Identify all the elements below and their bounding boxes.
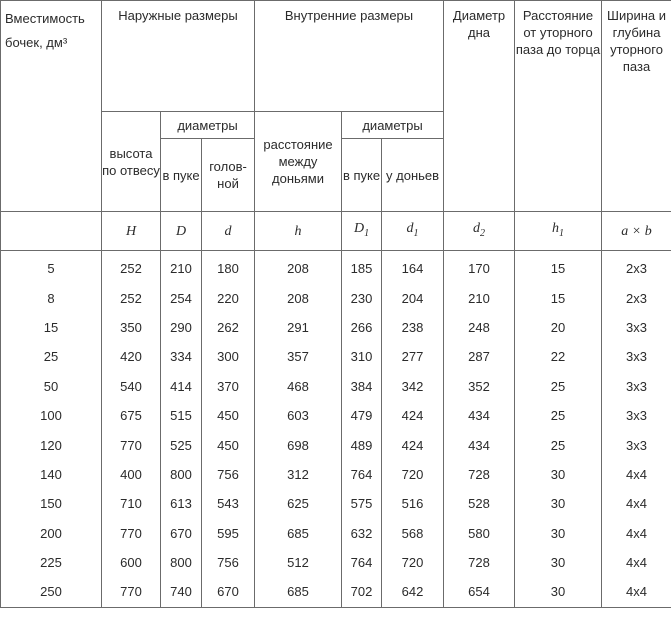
cell-bottom-inner-diameter: 424 — [382, 401, 444, 430]
cell-bottom-inner-diameter: 238 — [382, 313, 444, 342]
table-row — [1, 430, 671, 459]
table-row — [1, 372, 671, 401]
table-row — [1, 460, 671, 489]
symbols-row — [1, 212, 671, 251]
symbol-h: h — [255, 212, 342, 251]
cell-bottom-inner-diameter: 424 — [382, 430, 444, 459]
table-row — [1, 489, 671, 518]
symbol-d2-base: d — [473, 221, 481, 237]
symbol-d1-base: d — [406, 221, 414, 237]
symbol-d1 — [382, 212, 444, 251]
cell-head-diameter: 670 — [202, 577, 255, 607]
header-row-top — [1, 1, 671, 112]
cell-bulge-diameter: 800 — [161, 548, 202, 577]
cell-capacity: 140 — [1, 460, 102, 489]
table-row — [1, 342, 671, 371]
cell-head-diameter: 595 — [202, 519, 255, 548]
cell-distance-bottoms: 208 — [255, 283, 342, 312]
cell-groove-size: 2x3 — [602, 251, 671, 284]
cell-bottom-diameter: 434 — [444, 430, 515, 459]
cell-height: 600 — [102, 548, 161, 577]
cell-head-diameter: 300 — [202, 342, 255, 371]
cell-bulge-diameter: 740 — [161, 577, 202, 607]
cell-groove-distance: 30 — [515, 489, 602, 518]
cell-bottom-diameter: 728 — [444, 548, 515, 577]
table-row — [1, 401, 671, 430]
cell-distance-bottoms: 685 — [255, 519, 342, 548]
header-bulge-inner: в пуке — [342, 139, 382, 212]
cell-capacity: 200 — [1, 519, 102, 548]
symbol-d2 — [444, 212, 515, 251]
cell-inner-bulge-diameter: 489 — [342, 430, 382, 459]
cell-height: 420 — [102, 342, 161, 371]
cell-groove-size: 3x3 — [602, 342, 671, 371]
table-row — [1, 519, 671, 548]
cell-bottom-inner-diameter: 642 — [382, 577, 444, 607]
cell-bottom-diameter: 210 — [444, 283, 515, 312]
symbol-d1-sub: 1 — [413, 227, 419, 239]
cell-inner-bulge-diameter: 266 — [342, 313, 382, 342]
cell-bottom-inner-diameter: 568 — [382, 519, 444, 548]
cell-bulge-diameter: 525 — [161, 430, 202, 459]
cell-head-diameter: 220 — [202, 283, 255, 312]
symbol-h1 — [515, 212, 602, 251]
cell-distance-bottoms: 291 — [255, 313, 342, 342]
cell-height: 710 — [102, 489, 161, 518]
cell-head-diameter: 180 — [202, 251, 255, 284]
cell-head-diameter: 262 — [202, 313, 255, 342]
table-row — [1, 548, 671, 577]
cell-groove-distance: 15 — [515, 283, 602, 312]
cell-groove-size: 3x3 — [602, 401, 671, 430]
cell-capacity: 150 — [1, 489, 102, 518]
cell-distance-bottoms: 312 — [255, 460, 342, 489]
cell-bottom-diameter: 248 — [444, 313, 515, 342]
table-row — [1, 283, 671, 312]
cell-bottom-inner-diameter: 204 — [382, 283, 444, 312]
symbol-empty — [1, 212, 102, 251]
symbol-D1-base: D — [353, 221, 365, 237]
cell-groove-distance: 20 — [515, 313, 602, 342]
cell-bottom-inner-diameter: 516 — [382, 489, 444, 518]
cell-head-diameter: 450 — [202, 401, 255, 430]
cell-bottom-inner-diameter: 720 — [382, 548, 444, 577]
cell-bulge-diameter: 670 — [161, 519, 202, 548]
cell-bulge-diameter: 800 — [161, 460, 202, 489]
cell-head-diameter: 370 — [202, 372, 255, 401]
cell-distance-bottoms: 685 — [255, 577, 342, 607]
cell-bottom-diameter: 528 — [444, 489, 515, 518]
cell-height: 252 — [102, 283, 161, 312]
table-row — [1, 577, 671, 607]
header-diameters-inner: диаметры — [342, 112, 444, 139]
symbol-d2-sub: 2 — [480, 227, 486, 239]
cell-capacity: 225 — [1, 548, 102, 577]
header-distance-bottoms: расстояние между доньями — [255, 112, 342, 212]
cell-inner-bulge-diameter: 764 — [342, 548, 382, 577]
cell-bulge-diameter: 254 — [161, 283, 202, 312]
header-outer-dimensions: Наружные размеры — [102, 1, 255, 112]
cell-height: 675 — [102, 401, 161, 430]
cell-bulge-diameter: 515 — [161, 401, 202, 430]
header-groove-distance: Расстояние от уторного паза до торца — [515, 1, 602, 212]
cell-distance-bottoms: 208 — [255, 251, 342, 284]
cell-inner-bulge-diameter: 185 — [342, 251, 382, 284]
symbol-D1 — [342, 212, 382, 251]
header-bottom-diameter: Диаметр дна — [444, 1, 515, 212]
cell-bottom-diameter: 170 — [444, 251, 515, 284]
cell-height: 770 — [102, 577, 161, 607]
cell-bulge-diameter: 613 — [161, 489, 202, 518]
header-capacity: Вместимость бочек, дм³ — [1, 1, 102, 212]
cell-inner-bulge-diameter: 479 — [342, 401, 382, 430]
cell-inner-bulge-diameter: 764 — [342, 460, 382, 489]
cell-bottom-diameter: 352 — [444, 372, 515, 401]
cell-capacity: 25 — [1, 342, 102, 371]
cell-groove-distance: 30 — [515, 519, 602, 548]
cell-head-diameter: 756 — [202, 548, 255, 577]
cell-inner-bulge-diameter: 384 — [342, 372, 382, 401]
cell-inner-bulge-diameter: 575 — [342, 489, 382, 518]
cell-bulge-diameter: 290 — [161, 313, 202, 342]
cell-capacity: 50 — [1, 372, 102, 401]
symbol-D: D — [161, 212, 202, 251]
cell-groove-distance: 30 — [515, 577, 602, 607]
cell-groove-distance: 30 — [515, 460, 602, 489]
cell-groove-size: 4x4 — [602, 577, 671, 607]
symbol-d: d — [202, 212, 255, 251]
symbol-ab: a × b — [602, 212, 671, 251]
cell-bottom-inner-diameter: 342 — [382, 372, 444, 401]
cell-bottom-diameter: 434 — [444, 401, 515, 430]
cell-groove-distance: 25 — [515, 401, 602, 430]
cell-groove-distance: 25 — [515, 372, 602, 401]
cell-inner-bulge-diameter: 230 — [342, 283, 382, 312]
cell-bottom-inner-diameter: 277 — [382, 342, 444, 371]
cell-capacity: 15 — [1, 313, 102, 342]
cell-distance-bottoms: 512 — [255, 548, 342, 577]
cell-height: 350 — [102, 313, 161, 342]
cell-inner-bulge-diameter: 702 — [342, 577, 382, 607]
cell-groove-size: 4x4 — [602, 548, 671, 577]
cell-capacity: 8 — [1, 283, 102, 312]
cell-capacity: 100 — [1, 401, 102, 430]
cell-capacity: 250 — [1, 577, 102, 607]
table-row — [1, 251, 671, 284]
header-head: голов-ной — [202, 139, 255, 212]
cell-head-diameter: 543 — [202, 489, 255, 518]
cell-groove-size: 3x3 — [602, 313, 671, 342]
header-bulge: в пуке — [161, 139, 202, 212]
cell-distance-bottoms: 603 — [255, 401, 342, 430]
cell-groove-size: 4x4 — [602, 489, 671, 518]
cell-groove-distance: 22 — [515, 342, 602, 371]
cell-bulge-diameter: 414 — [161, 372, 202, 401]
cell-capacity: 120 — [1, 430, 102, 459]
symbol-D1-sub: 1 — [364, 227, 370, 239]
cell-inner-bulge-diameter: 632 — [342, 519, 382, 548]
cell-bottom-diameter: 580 — [444, 519, 515, 548]
header-height: высота по отвесу — [102, 112, 161, 212]
cell-distance-bottoms: 357 — [255, 342, 342, 371]
cell-groove-size: 4x4 — [602, 519, 671, 548]
cell-inner-bulge-diameter: 310 — [342, 342, 382, 371]
header-inner-dimensions: Внутренние размеры — [255, 1, 444, 112]
cell-groove-distance: 30 — [515, 548, 602, 577]
symbol-H: H — [102, 212, 161, 251]
cell-groove-size: 3x3 — [602, 372, 671, 401]
cell-head-diameter: 450 — [202, 430, 255, 459]
header-groove-size: Ширина и глубина уторного паза — [602, 1, 671, 212]
cell-head-diameter: 756 — [202, 460, 255, 489]
header-at-bottoms: у доньев — [382, 139, 444, 212]
cell-height: 400 — [102, 460, 161, 489]
cell-distance-bottoms: 468 — [255, 372, 342, 401]
cell-height: 540 — [102, 372, 161, 401]
cell-bulge-diameter: 334 — [161, 342, 202, 371]
cell-bottom-diameter: 728 — [444, 460, 515, 489]
cell-height: 770 — [102, 519, 161, 548]
cell-capacity: 5 — [1, 251, 102, 284]
cell-groove-size: 4x4 — [602, 460, 671, 489]
symbol-h1-base: h — [552, 221, 560, 237]
cell-bottom-inner-diameter: 720 — [382, 460, 444, 489]
cell-height: 252 — [102, 251, 161, 284]
cell-bottom-diameter: 287 — [444, 342, 515, 371]
table-row — [1, 313, 671, 342]
symbol-h1-sub: 1 — [559, 227, 565, 239]
cell-bulge-diameter: 210 — [161, 251, 202, 284]
cell-distance-bottoms: 625 — [255, 489, 342, 518]
cell-bottom-diameter: 654 — [444, 577, 515, 607]
cell-height: 770 — [102, 430, 161, 459]
cell-groove-size: 2x3 — [602, 283, 671, 312]
cell-distance-bottoms: 698 — [255, 430, 342, 459]
cell-bottom-inner-diameter: 164 — [382, 251, 444, 284]
cell-groove-distance: 15 — [515, 251, 602, 284]
header-diameters-outer: диаметры — [161, 112, 255, 139]
cell-groove-size: 3x3 — [602, 430, 671, 459]
cell-groove-distance: 25 — [515, 430, 602, 459]
